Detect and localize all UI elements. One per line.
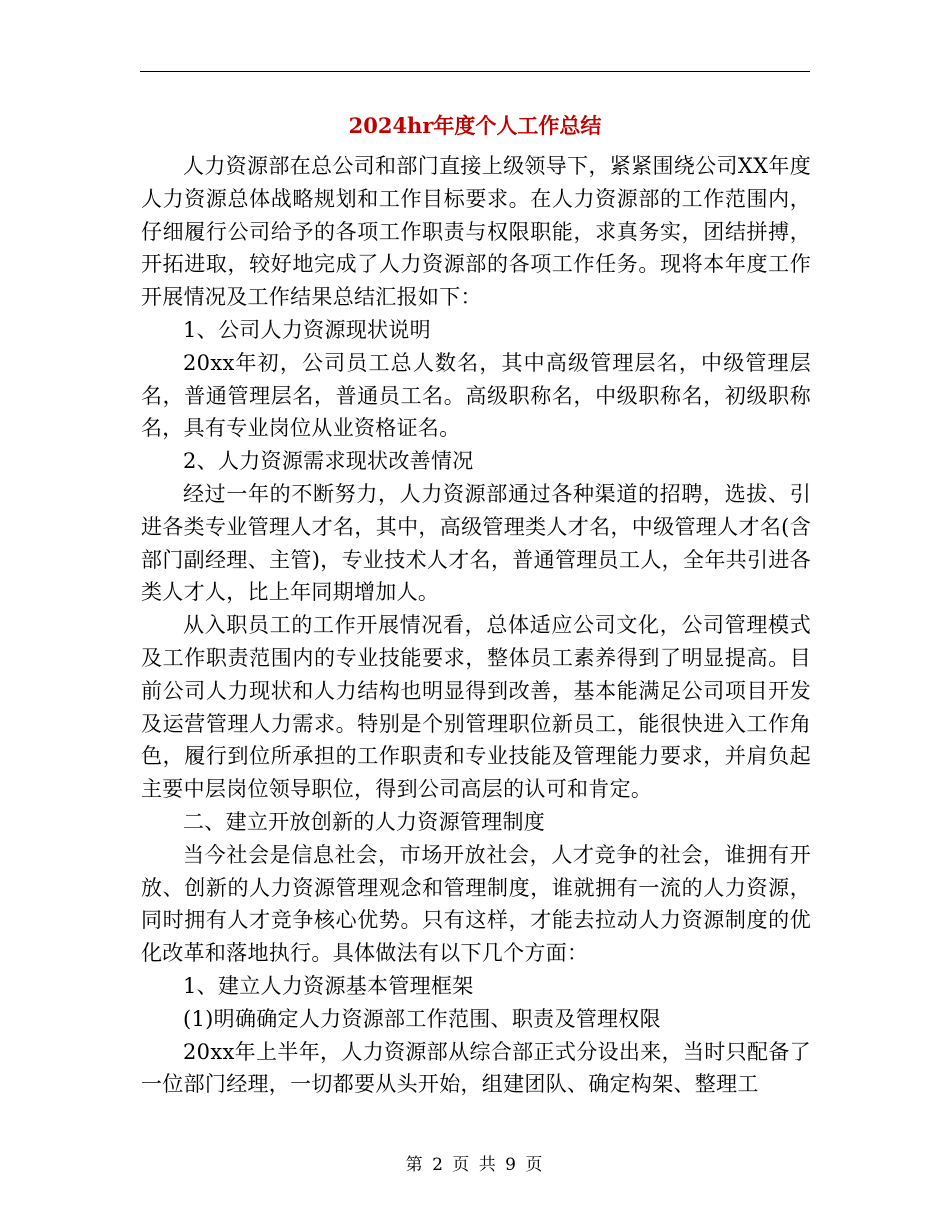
page-number-footer: 第 2 页 共 9 页 [405, 1155, 545, 1175]
paragraph-intro: 人力资源部在总公司和部门直接上级领导下，紧紧围绕公司XX年度人力资源总体战略规划和工作目标要求。在人力资源部的工作范围内，仔细履行公司给予的各项工作职责与权限职能，求真务实，团结拼搏，开拓进取，较好地完成了人力资源部的各项工作任务。现将本年度工作开展情况及工作结果总结汇报如下： [141, 154, 811, 310]
section-heading-hr-status: 1、公司人力资源现状说明 [183, 317, 431, 342]
section-heading-open-system: 二、建立开放创新的人力资源管理制度 [183, 809, 546, 834]
subheading-scope-duties: (1)明确确定人力资源部工作范围、职责及管理权限 [183, 1006, 661, 1031]
header-rule [140, 71, 810, 72]
paragraph-open-system: 当今社会是信息社会，市场开放社会，人才竞争的社会，谁拥有开放、创新的人力资源管理观念和管理制度，谁就拥有一流的人力资源，同时拥有人才竞争核心优势。只有这样，才能去拉动人力资源制度的优化改革和落地执行。具体做法有以下几个方面： [141, 842, 811, 966]
subheading-basic-framework: 1、建立人力资源基本管理框架 [183, 973, 474, 998]
paragraph-hr-recruitment: 经过一年的不断努力，人力资源部通过各种渠道的招聘，选拔、引进各类专业管理人才名，其中，高级管理类人才名，中级管理人才名(含部门副经理、主管)，专业技术人才名，普通管理员工人，全年共引进各类人才人，比上年同期增加人。 [141, 481, 811, 605]
section-heading-hr-demand: 2、人力资源需求现状改善情况 [183, 449, 474, 474]
paragraph-department-setup: 20xx年上半年，人力资源部从综合部正式分设出来，当时只配备了一位部门经理，一切都要从头开始，组建团队、确定构架、整理工 [141, 1039, 811, 1097]
paragraph-hr-status: 20xx年初，公司员工总人数名，其中高级管理层名，中级管理层名，普通管理层名，普通员工名。高级职称名，中级职称名，初级职称名，具有专业岗位从业资格证名。 [141, 350, 811, 441]
paragraph-new-staff-performance: 从入职员工的工作开展情况看，总体适应公司文化，公司管理模式及工作职责范围内的专业技能要求，整体员工素养得到了明显提高。目前公司人力现状和人力结构也明显得到改善，基本能满足公司项目开发及运营管理人力需求。特别是个别管理职位新员工，能很快进入工作角色，履行到位所承担的工作职责和专业技能及管理能力要求，并肩负起主要中层岗位领导职位，得到公司高层的认可和肯定。 [141, 613, 811, 802]
document-body [141, 150, 811, 1101]
document-title: 2024hr年度个人工作总结 [348, 113, 602, 138]
